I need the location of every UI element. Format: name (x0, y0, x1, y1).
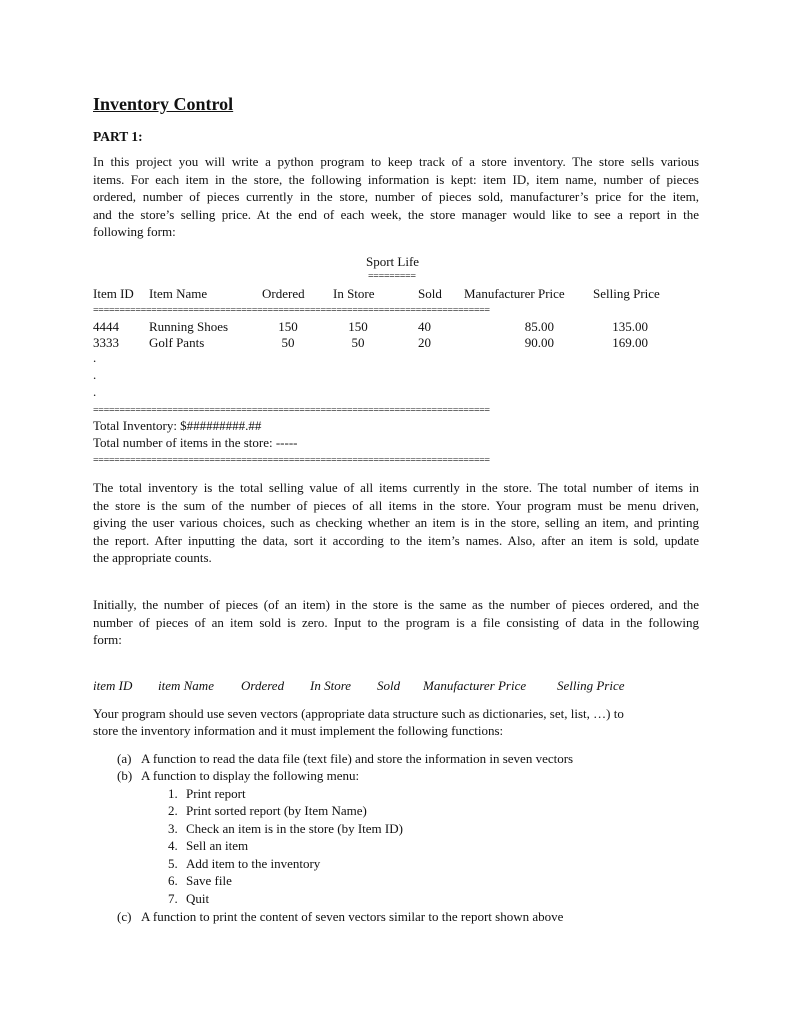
section-heading: PART 1: (93, 129, 143, 144)
list-item: A function to print the content of seven vectors similar to the report shown above (141, 909, 564, 924)
report-separator: =========================================================================== (93, 306, 490, 316)
total-inventory: Total Inventory: $#########.## (93, 418, 262, 433)
menu-num: 6. (168, 873, 178, 888)
cell-item-id: 3333 (93, 335, 119, 350)
list-item: A function to read the data file (text file) and store the information in seven vectors (141, 751, 574, 766)
report-store-name: Sport Life (366, 254, 420, 269)
format-field: item Name (158, 678, 214, 693)
col-header-in-store: In Store (333, 286, 375, 301)
format-field: In Store (310, 678, 352, 693)
format-field: Manufacturer Price (423, 678, 527, 693)
cell-sold: 20 (418, 335, 431, 350)
menu-item: Save file (186, 873, 232, 888)
list-item: A function to display the following menu: (141, 768, 360, 783)
col-header-ordered: Ordered (262, 286, 305, 301)
paragraph-line: the appropriate counts. (93, 550, 212, 565)
format-field: Selling Price (557, 678, 625, 693)
cell-selling-price: 135.00 (612, 319, 648, 334)
total-items: Total number of items in the store: ----- (93, 435, 298, 450)
col-header-item-id: Item ID (93, 286, 134, 301)
menu-num: 4. (168, 838, 178, 853)
page-title: Inventory Control (93, 94, 234, 114)
paragraph-line: number of pieces of an item sold is zero. Input to the program is a file consisting of data in the following (93, 615, 699, 630)
format-field: Ordered (241, 678, 285, 693)
report-short-separator: ========= (368, 272, 416, 282)
intro-line: items. For each item in the store, the following information is kept: item ID, item name, number of pieces (93, 172, 699, 187)
ellipsis-dot: . (93, 350, 97, 365)
cell-manufacturer-price: 90.00 (524, 335, 554, 350)
paragraph-line: the report. After inputting the data, sort it according to the item’s names. Also, after an item is sold, update (93, 533, 699, 548)
paragraph-line: giving the user various choices, such as checking whether an item is in the store, selling an item, and printing (93, 515, 699, 530)
col-header-manufacturer-price: Manufacturer Price (464, 286, 565, 301)
cell-manufacturer-price: 85.00 (524, 319, 554, 334)
paragraph-line: form: (93, 632, 122, 647)
paragraph-line: Initially, the number of pieces (of an item) in the store is the same as the number of pieces ordered, and the (93, 597, 699, 612)
format-field: item ID (93, 678, 133, 693)
menu-item: Sell an item (186, 838, 249, 853)
intro-line: In this project you will write a python program to keep track of a store inventory. The store sells various (93, 154, 699, 169)
format-field: Sold (377, 678, 401, 693)
menu-item: Add item to the inventory (186, 856, 321, 871)
col-header-selling-price: Selling Price (593, 286, 660, 301)
report-separator: =========================================================================== (93, 406, 490, 416)
report-separator: =========================================================================== (93, 456, 490, 466)
cell-item-name: Golf Pants (149, 335, 205, 350)
menu-num: 1. (168, 786, 178, 801)
cell-ordered: 150 (278, 319, 298, 334)
menu-num: 3. (168, 821, 178, 836)
menu-item: Print sorted report (by Item Name) (186, 803, 367, 818)
cell-sold: 40 (418, 319, 431, 334)
menu-num: 5. (168, 856, 178, 871)
paragraph-line: The total inventory is the total selling value of all items currently in the store. The total number of items in (93, 480, 699, 495)
paragraph-line: store the inventory information and it must implement the following functions: (93, 723, 504, 738)
col-header-item-name: Item Name (149, 286, 208, 301)
ellipsis-dot: . (93, 367, 97, 382)
menu-num: 7. (168, 891, 178, 906)
cell-in-store: 50 (351, 335, 365, 350)
intro-line: following form: (93, 224, 176, 239)
menu-item: Check an item is in the store (by Item ID) (186, 821, 403, 836)
intro-line: ordered, number of pieces currently in the store, number of pieces sold, manufacturer’s price for the item, (93, 189, 699, 204)
cell-item-id: 4444 (93, 319, 119, 334)
col-header-sold: Sold (418, 286, 442, 301)
paragraph-line: Your program should use seven vectors (appropriate data structure such as dictionaries, set, list, …) to (93, 706, 624, 721)
cell-item-name: Running Shoes (149, 319, 229, 334)
list-label: (a) (117, 751, 132, 766)
cell-selling-price: 169.00 (612, 335, 648, 350)
intro-line: and the store’s selling price. At the end of each week, the store manager would like to see a report in the (93, 207, 699, 222)
cell-in-store: 150 (348, 319, 368, 334)
ellipsis-dot: . (93, 384, 97, 399)
menu-item: Print report (186, 786, 246, 801)
menu-item: Quit (186, 891, 210, 906)
menu-num: 2. (168, 803, 178, 818)
list-label: (c) (117, 909, 132, 924)
paragraph-line: the store is the sum of the number of pieces of all items in the store. Your program must be menu driven, (93, 498, 699, 513)
cell-ordered: 50 (281, 335, 295, 350)
list-label: (b) (117, 768, 133, 783)
